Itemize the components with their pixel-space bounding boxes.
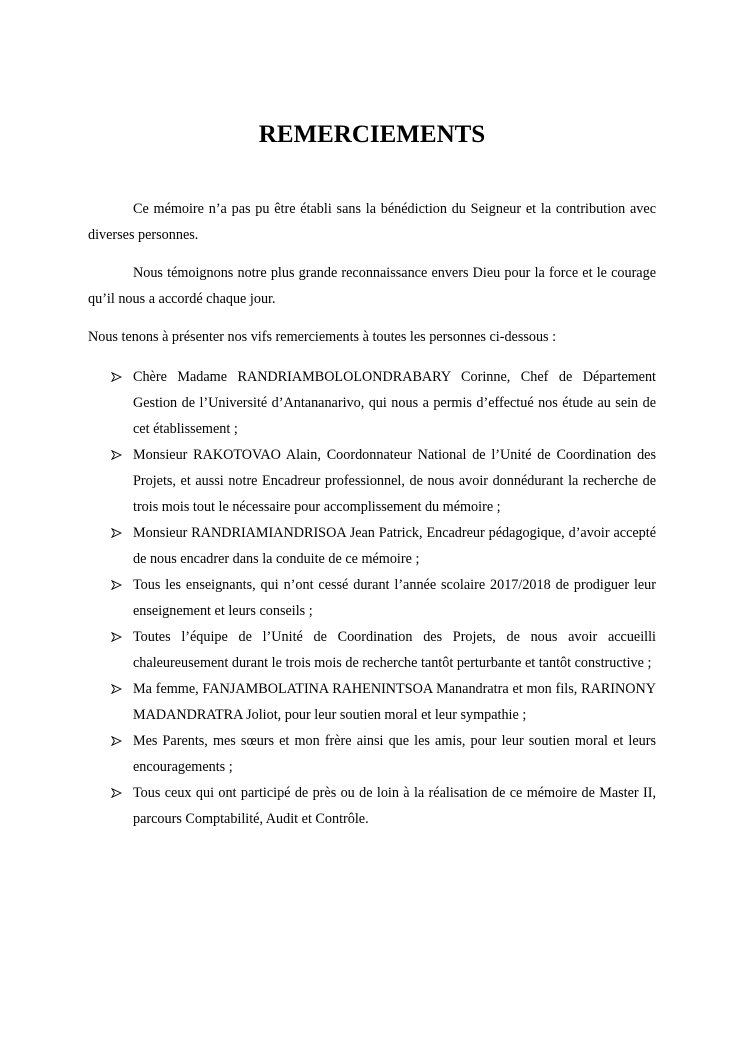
list-item-text: Mes Parents, mes sœurs et mon frère ainsi que les amis, pour leur soutien moral et leurs encouragements ;: [133, 733, 656, 775]
list-item-text: Tous les enseignants, qui n’ont cessé durant l’année scolaire 2017/2018 de prodiguer leur enseignement et leurs conseils ;: [133, 577, 656, 619]
list-item: [133, 728, 656, 780]
paragraph-2: Nous témoignons notre plus grande reconnaissance envers Dieu pour la force et le courage qu’il nous a accordé chaque jour.: [88, 265, 656, 307]
list-item: [133, 780, 656, 832]
list-item: [133, 364, 656, 442]
page-title: REMERCIEMENTS: [258, 121, 486, 148]
list-item: [133, 520, 656, 572]
list-item-text: Chère Madame RANDRIAMBOLOLONDRABARY Corinne, Chef de Département Gestion de l’Université d’Antananarivo, qui nous a permis d’effectué nos étude au sein de cet établissement ;: [133, 369, 656, 437]
list-item-text: Tous ceux qui ont participé de près ou de loin à la réalisation de ce mémoire de Master II, parcours Comptabilité, Audit et Contrôle.: [133, 785, 656, 827]
paragraph-1: Ce mémoire n’a pas pu être établi sans la bénédiction du Seigneur et la contribution avec diverses personnes.: [88, 201, 656, 243]
list-item-text: Monsieur RANDRIAMIANDRISOA Jean Patrick, Encadreur pédagogique, d’avoir accepté de nous encadrer dans la conduite de ce mémoire ;: [133, 525, 656, 567]
document-body: [88, 196, 656, 832]
arrowhead-bullet-icon: [109, 728, 123, 754]
list-item: [133, 624, 656, 676]
list-item-text: Toutes l’équipe de l’Unité de Coordination des Projets, de nous avoir accueilli chaleureusement durant le trois mois de recherche tantôt perturbante et tantôt constructive ;: [133, 629, 656, 671]
arrowhead-bullet-icon: [109, 520, 123, 546]
acknowledgement-list: [88, 364, 656, 832]
list-item: [133, 572, 656, 624]
arrowhead-bullet-icon: [109, 442, 123, 468]
list-item: [133, 676, 656, 728]
list-item: [133, 442, 656, 520]
arrowhead-bullet-icon: [109, 676, 123, 702]
arrowhead-bullet-icon: [109, 364, 123, 390]
arrowhead-bullet-icon: [109, 572, 123, 598]
list-item-text: Ma femme, FANJAMBOLATINA RAHENINTSOA Manandratra et mon fils, RARINONY MADANDRATRA Joliot, pour leur soutien moral et leur sympathie ;: [133, 681, 656, 723]
arrowhead-bullet-icon: [109, 780, 123, 806]
arrowhead-bullet-icon: [109, 624, 123, 650]
list-item-text: Monsieur RAKOTOVAO Alain, Coordonnateur National de l’Unité de Coordination des Projets, et aussi notre Encadreur professionnel, de nous avoir donnédurant la recherche de trois mois tout le nécessaire pour accomplissement du mémoire ;: [133, 447, 656, 515]
intro-paragraph: Nous tenons à présenter nos vifs remerciements à toutes les personnes ci-dessous :: [88, 329, 557, 345]
